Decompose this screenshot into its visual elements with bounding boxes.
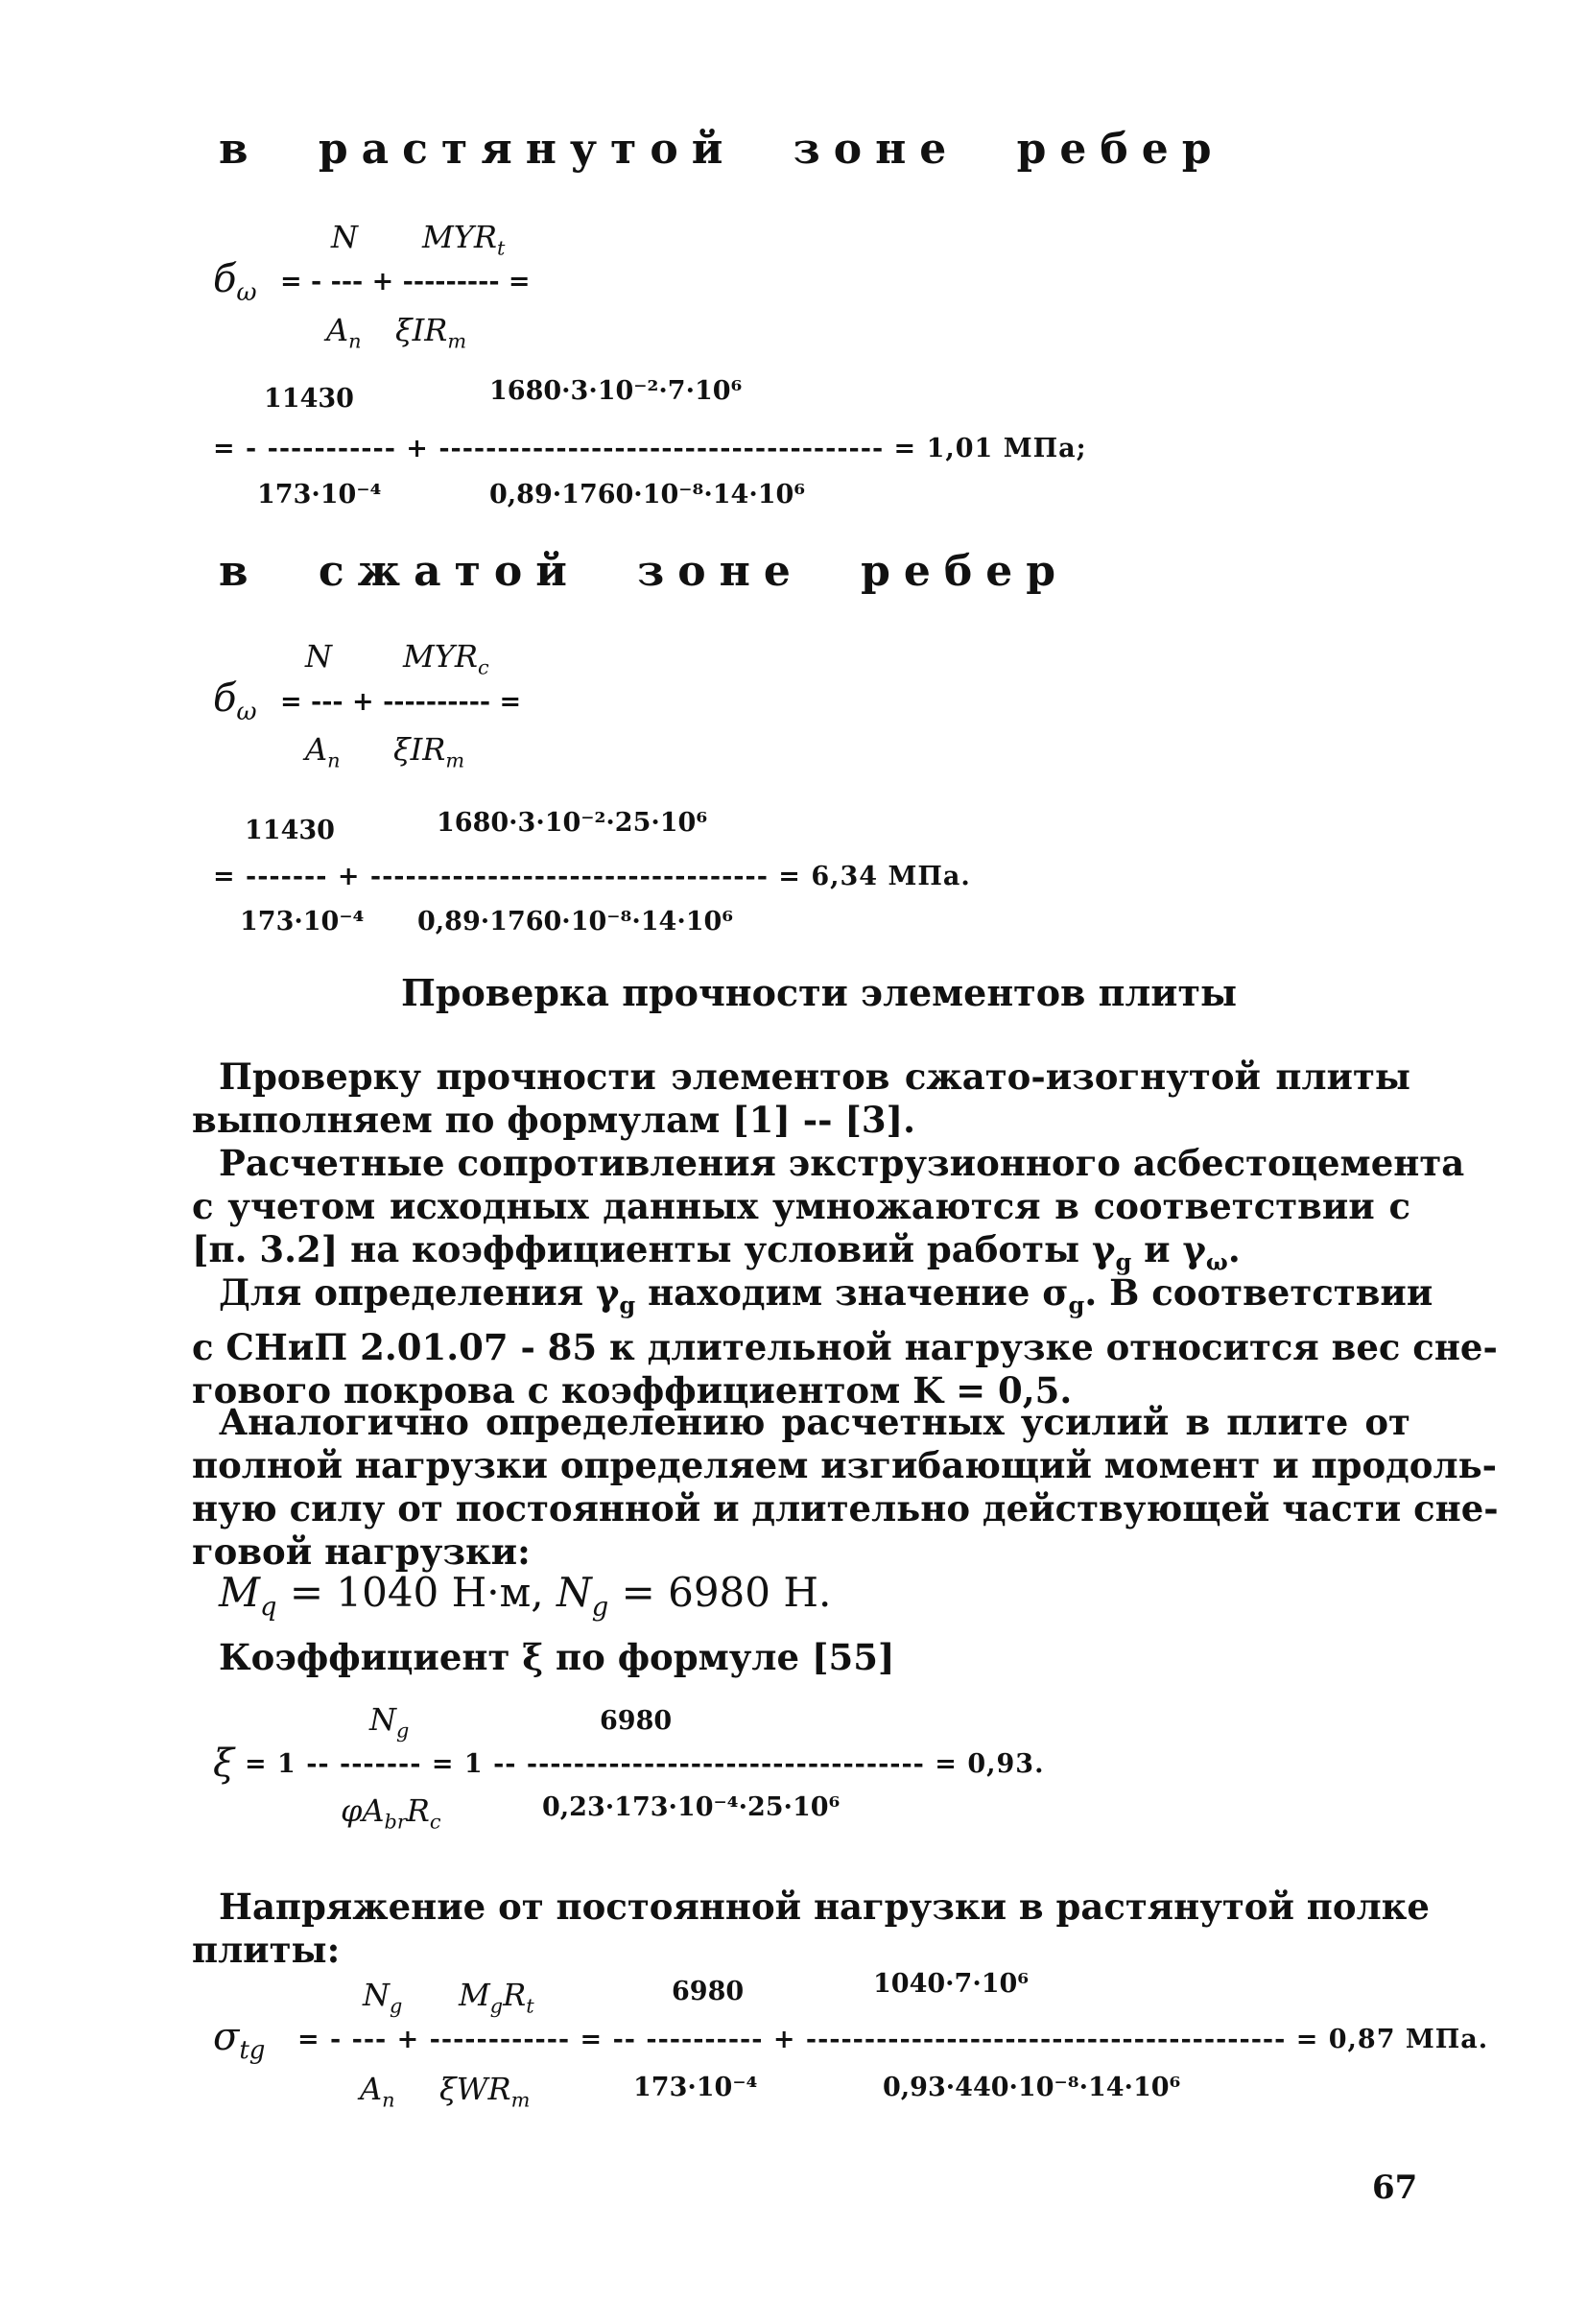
f4-den-a: $A_n$ bbox=[360, 2071, 395, 2112]
p3-line-2: с СНиП 2.01.07 - 85 к длительной нагрузке относится вес сне- bbox=[192, 1326, 1498, 1369]
f4-num-d: 1040·7·10⁶ bbox=[873, 1969, 1030, 1999]
f4-num-b: $M_gR_t$ bbox=[459, 1977, 534, 2018]
f4-den-c: 173·10⁻⁴ bbox=[633, 2073, 758, 2102]
f3-num-b: 6980 bbox=[600, 1706, 673, 1736]
p3-line-3: гового покрова с коэффициентом K = 0,5. bbox=[192, 1369, 1073, 1412]
p3-line-1: Для определения $\gamma_g$ находим значение $\sigma_g$. В соответствии bbox=[219, 1271, 1433, 1319]
c2-den-a: 173·10⁻⁴ bbox=[240, 907, 365, 937]
coefficient-line: Коэффициент ξ по формуле [55] bbox=[219, 1636, 895, 1678]
f2-lhs: $б_\omega$ bbox=[213, 676, 257, 726]
stress-line-1: Напряжение от постоянной нагрузки в растянутой полке bbox=[219, 1885, 1430, 1928]
f4-den-b: ξWR$_m$ bbox=[439, 2071, 531, 2112]
p2-line-1: Расчетные сопротивления экструзионного асбестоцемента bbox=[219, 1142, 1465, 1184]
f1-den-b: ξIR$_m$ bbox=[395, 312, 467, 353]
paragraph-1 bbox=[192, 1055, 1410, 1142]
c2-num-a: 11430 bbox=[245, 816, 335, 845]
page-number: 67 bbox=[1372, 2169, 1418, 2207]
f3-lhs: ξ bbox=[213, 1742, 235, 1786]
f1-num-b: $MYR_t$ bbox=[422, 219, 506, 260]
c1-num-b: 1680·3·10⁻²·7·10⁶ bbox=[489, 376, 743, 406]
p4-line-2: полной нагрузки определяем изгибающий момент и продоль- bbox=[192, 1444, 1498, 1486]
f3-den-a: $\varphi A_{br}R_c$ bbox=[341, 1792, 441, 1834]
f1-lhs: $б_\omega$ bbox=[213, 257, 257, 307]
f2-num-b: $MYR_c$ bbox=[403, 638, 489, 679]
c2-den-b: 0,89·1760·10⁻⁸·14·10⁶ bbox=[417, 907, 734, 937]
f3-num-a: $N_g$ bbox=[369, 1701, 410, 1743]
moment-values: $M_q = 1040$ Н·м, $N_g = 6980$ Н. bbox=[219, 1569, 832, 1623]
f1-num-a: N bbox=[331, 219, 358, 255]
paragraph-2 bbox=[192, 1142, 1465, 1283]
p1-line-1: Проверку прочности элементов сжато-изогнутой плиты bbox=[219, 1055, 1410, 1098]
heading-compression-zone: в сжатой зоне ребер bbox=[219, 547, 1069, 596]
p2-line-3: [п. 3.2] на коэффициенты условий работы $\gamma_g$ и $\gamma_\omega$. bbox=[192, 1228, 1241, 1276]
heading-tension-zone: в растянутой зоне ребер bbox=[219, 125, 1225, 174]
f4-num-a: $N_g$ bbox=[363, 1977, 403, 2018]
section-title: Проверка прочности элементов плиты bbox=[401, 971, 1238, 1014]
f2-operators: = --- + ---------- = bbox=[280, 687, 522, 717]
f1-den-a: $A_n$ bbox=[326, 312, 362, 353]
p4-line-1: Аналогично определению расчетных усилий в плите от bbox=[219, 1401, 1410, 1443]
c2-num-b: 1680·3·10⁻²·25·10⁶ bbox=[437, 808, 708, 838]
f3-den-b: 0,23·173·10⁻⁴·25·10⁶ bbox=[542, 1792, 841, 1822]
c2-fraction-line: = ------- + ---------------------------------- = 6,34 МПа. bbox=[213, 862, 971, 891]
c1-num-a: 11430 bbox=[264, 384, 354, 414]
f4-fraction-line: = - --- + ------------ = -- ---------- + ----------------------------------------- = 0,87 МПа. bbox=[297, 2025, 1489, 2054]
stress-paragraph bbox=[192, 1885, 1430, 1972]
p2-line-2: с учетом исходных данных умножаются в соответствии с bbox=[192, 1185, 1410, 1227]
p4-line-4: говой нагрузки: bbox=[192, 1530, 531, 1573]
f2-den-b: ξIR$_m$ bbox=[393, 731, 465, 772]
paragraph-4 bbox=[192, 1401, 1499, 1574]
f2-num-a: N bbox=[305, 638, 332, 675]
f3-fraction-line: = 1 -- ------- = 1 -- ---------------------------------- = 0,93. bbox=[245, 1749, 1045, 1779]
f1-operators: = - --- + --------- = bbox=[280, 267, 531, 296]
c1-den-b: 0,89·1760·10⁻⁸·14·10⁶ bbox=[489, 480, 806, 510]
f4-den-d: 0,93·440·10⁻⁸·14·10⁶ bbox=[883, 2073, 1181, 2102]
f4-lhs: $\sigma_{tg}$ bbox=[213, 2015, 266, 2065]
c1-den-a: 173·10⁻⁴ bbox=[257, 480, 382, 510]
p1-line-2: выполняем по формулам [1] -- [3]. bbox=[192, 1099, 915, 1141]
c1-fraction-line: = - ----------- + -------------------------------------- = 1,01 МПа; bbox=[213, 434, 1087, 463]
f2-den-a: $A_n$ bbox=[305, 731, 341, 772]
f4-num-c: 6980 bbox=[672, 1977, 745, 2006]
p4-line-3: ную силу от постоянной и длительно действующей части сне- bbox=[192, 1487, 1499, 1530]
stress-line-2: плиты: bbox=[192, 1929, 341, 1971]
paragraph-3 bbox=[192, 1271, 1498, 1412]
